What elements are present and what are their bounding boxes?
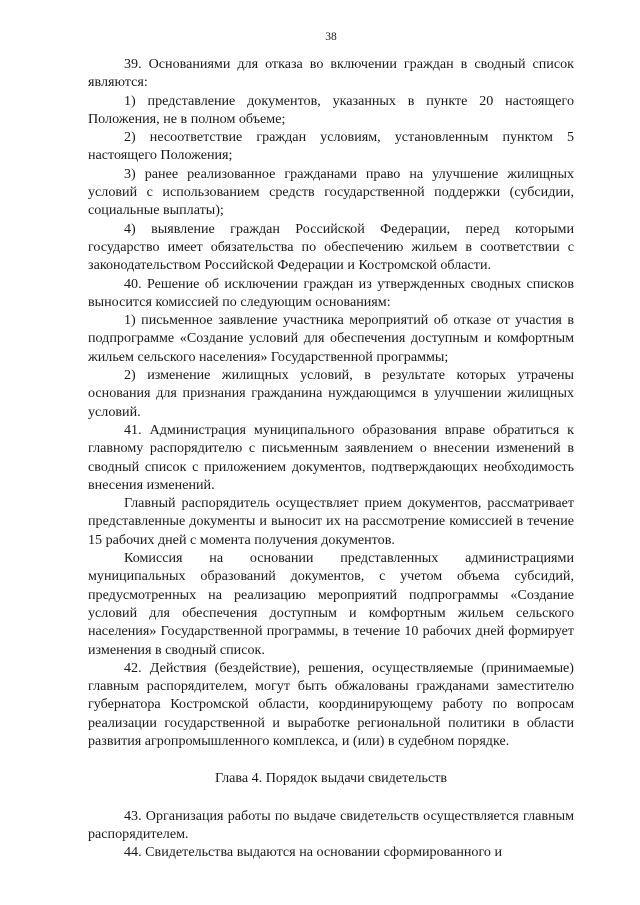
list-item-40-1: 1) письменное заявление участника мероприятий об отказе от участия в подпрограмме «Создание условий для обеспечения доступным и комфортным жильем сельского населения» Государственной программы; bbox=[88, 312, 574, 365]
document-page bbox=[88, 30, 574, 861]
paragraph-39: 39. Основаниями для отказа во включении граждан в сводный список являются: bbox=[88, 56, 574, 91]
paragraph-41: 41. Администрация муниципального образования вправе обратиться к главному распорядителю с письменным заявлением о внесении изменений в сводный список с приложением документов, подтверждающих необходимость внесения изменений. bbox=[88, 421, 574, 493]
paragraph-43: 43. Организация работы по выдаче свидетельств осуществляется главным распорядителем. bbox=[88, 807, 574, 842]
list-item-40-2: 2) изменение жилищных условий, в результате которых утрачены основания для признания гражданина нуждающимся в улучшении жилищных условий. bbox=[88, 367, 574, 420]
paragraph-41-review: Главный распорядитель осуществляет прием документов, рассматривает представленные документы и выносит их на рассмотрение комиссией в течение 15 рабочих дней с момента получения документов. bbox=[88, 495, 574, 548]
paragraph-42: 42. Действия (бездействие), решения, осуществляемые (принимаемые) главным распорядителем, могут быть обжалованы гражданами заместителю губернатора Костромской области, координирующему работу по вопросам реализации государственной и выработке региональной политики в области развития агропромышленного комплекса, и (или) в судебном порядке. bbox=[88, 659, 574, 749]
paragraph-40: 40. Решение об исключении граждан из утвержденных сводных списков выносится комиссией по следующим основаниям: bbox=[88, 275, 574, 310]
page-number: 38 bbox=[325, 31, 337, 43]
paragraph-44: 44. Свидетельства выдаются на основании сформированного и bbox=[124, 844, 503, 861]
list-item-39-2: 2) несоответствие граждан условиям, установленным пунктом 5 настоящего Положения; bbox=[88, 129, 574, 164]
list-item-39-1: 1) представление документов, указанных в пункте 20 настоящего Положения, не в полном объеме; bbox=[88, 92, 574, 127]
paragraph-41-commission: Комиссия на основании представленных администрациями муниципальных образований документов, с учетом объема субсидий, предусмотренных на реализацию мероприятий подпрограммы «Создание условий для обеспечения доступным и комфортным жильем сельского населения» Государственной программы, в течение 10 рабочих дней формирует изменения в сводный список. bbox=[88, 550, 574, 658]
chapter-heading: Глава 4. Порядок выдачи свидетельств bbox=[214, 770, 448, 787]
list-item-39-4: 4) выявление граждан Российской Федерации, перед которыми государство имеет обязательства по обеспечению жильем в соответствии с законодательством Российской Федерации и Костромской области. bbox=[88, 220, 574, 274]
list-item-39-3: 3) ранее реализованное гражданами право на улучшение жилищных условий с использованием средств государственной поддержки (субсидии, социальные выплаты); bbox=[88, 165, 574, 219]
